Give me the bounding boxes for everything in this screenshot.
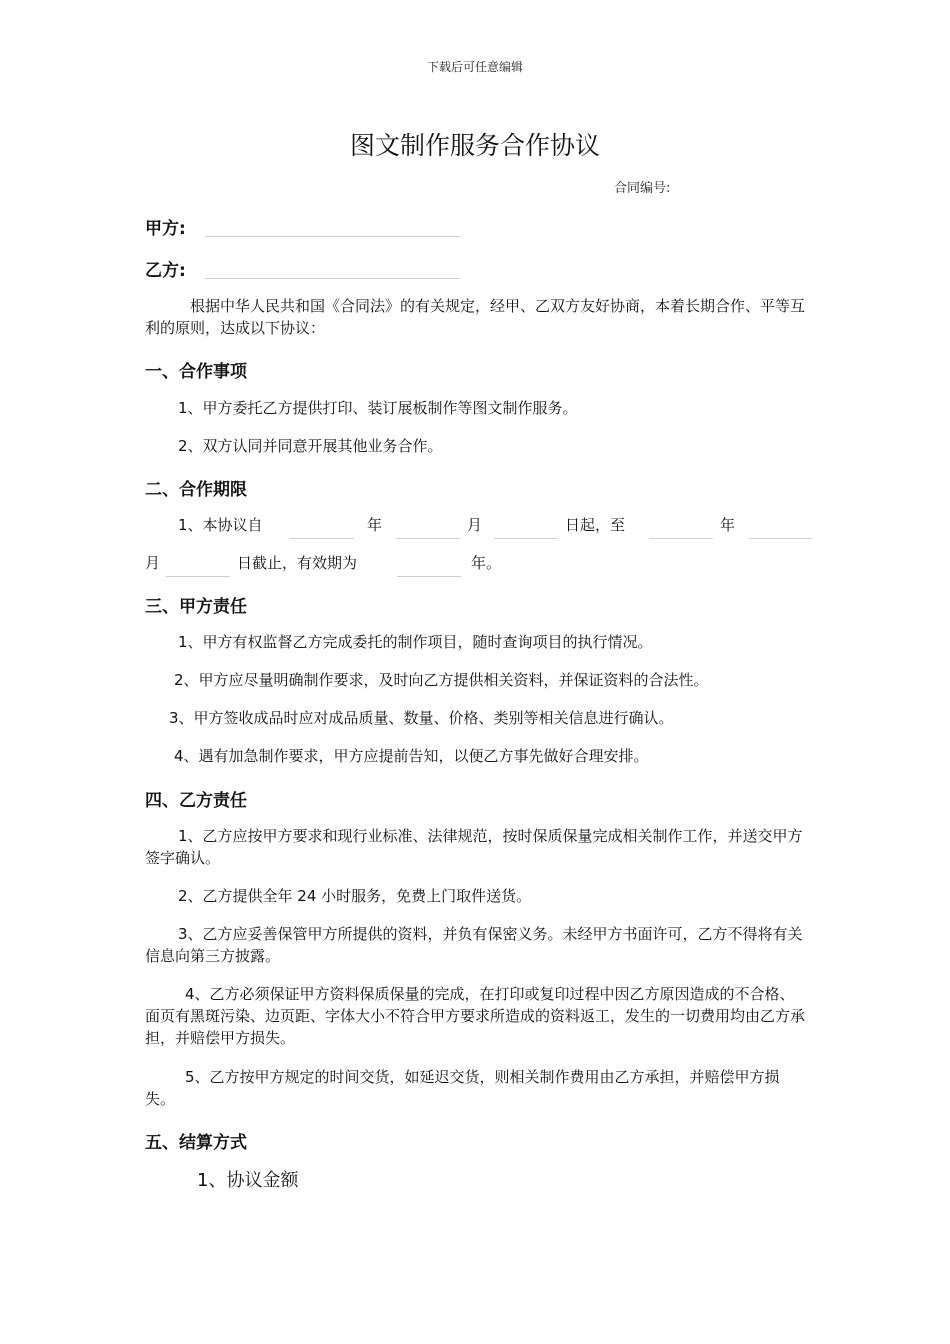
- page-header-note: 下载后可任意编辑: [426, 60, 523, 74]
- end-day-field[interactable]: [166, 576, 230, 577]
- years-label: 年。: [471, 554, 502, 572]
- party-a-field[interactable]: [205, 236, 460, 237]
- intro-paragraph: 根据中华人民共和国《合同法》的有关规定，经甲、乙双方友好协商，本着长期合作、平等互利的原则，达成以下协议：: [145, 297, 806, 337]
- month-label: 月: [467, 516, 483, 534]
- list-item: 5、乙方按甲方规定的时间交货，如延迟交货，则相关制作费用由乙方承担，并赔偿甲方损失。: [145, 1068, 780, 1108]
- section-heading-party-b-duties: 四、乙方责任: [145, 791, 247, 811]
- section-heading-cooperation-items: 一、合作事项: [145, 362, 247, 382]
- list-item: 3、甲方签收成品时应对成品质量、数量、价格、类别等相关信息进行确认。: [169, 709, 674, 727]
- end-month-field[interactable]: [749, 538, 812, 539]
- from-label: 日起，至: [565, 516, 626, 534]
- list-item: 2、甲方应尽量明确制作要求，及时向乙方提供相关资料，并保证资料的合法性。: [174, 671, 709, 689]
- party-a-label: 甲方:: [145, 219, 186, 239]
- section-heading-settlement: 五、结算方式: [145, 1133, 247, 1153]
- list-item: 1、乙方应按甲方要求和现行业标准、法律规范，按时保质保量完成相关制作工作，并送交甲方签字确认。: [145, 827, 803, 867]
- list-item: 3、乙方应妥善保管甲方所提供的资料，并负有保密义务。未经甲方书面许可，乙方不得将有关信息向第三方披露。: [145, 925, 803, 965]
- contract-number-label: 合同编号:: [614, 181, 671, 196]
- start-year-field[interactable]: [290, 538, 354, 539]
- start-day-field[interactable]: [494, 538, 557, 539]
- end-year-field[interactable]: [649, 538, 713, 539]
- list-item: 1、甲方有权监督乙方完成委托的制作项目，随时查询项目的执行情况。: [178, 633, 653, 651]
- year-label: 年: [720, 516, 736, 534]
- month-label: 月: [145, 554, 161, 572]
- validity-years-field[interactable]: [397, 576, 461, 577]
- until-label: 日截止，有效期为: [237, 554, 358, 572]
- list-item: 4、乙方必须保证甲方资料保质保量的完成，在打印或复印过程中因乙方原因造成的不合格、面页有黑斑污染、边页距、字体大小不符合甲方要求所造成的资料返工，发生的一切费用均由乙方承担，并赔偿甲方损失。: [145, 985, 806, 1047]
- term-start-label: 1、本协议自: [178, 516, 263, 534]
- section-heading-party-a-duties: 三、甲方责任: [145, 597, 247, 617]
- list-item: 4、遇有加急制作要求，甲方应提前告知，以便乙方事先做好合理安排。: [174, 747, 649, 765]
- list-item: 2、双方认同并同意开展其他业务合作。: [178, 437, 443, 455]
- list-item: 1、协议金额: [197, 1170, 299, 1191]
- section-heading-cooperation-term: 二、合作期限: [145, 480, 247, 500]
- list-item: 1、甲方委托乙方提供打印、装订展板制作等图文制作服务。: [178, 399, 578, 417]
- document-title: 图文制作服务合作协议: [349, 131, 600, 160]
- party-b-label: 乙方:: [145, 261, 186, 281]
- list-item: 2、乙方提供全年 24 小时服务，免费上门取件送货。: [178, 887, 532, 905]
- party-b-field[interactable]: [205, 278, 460, 279]
- start-month-field[interactable]: [396, 538, 460, 539]
- year-label: 年: [367, 516, 383, 534]
